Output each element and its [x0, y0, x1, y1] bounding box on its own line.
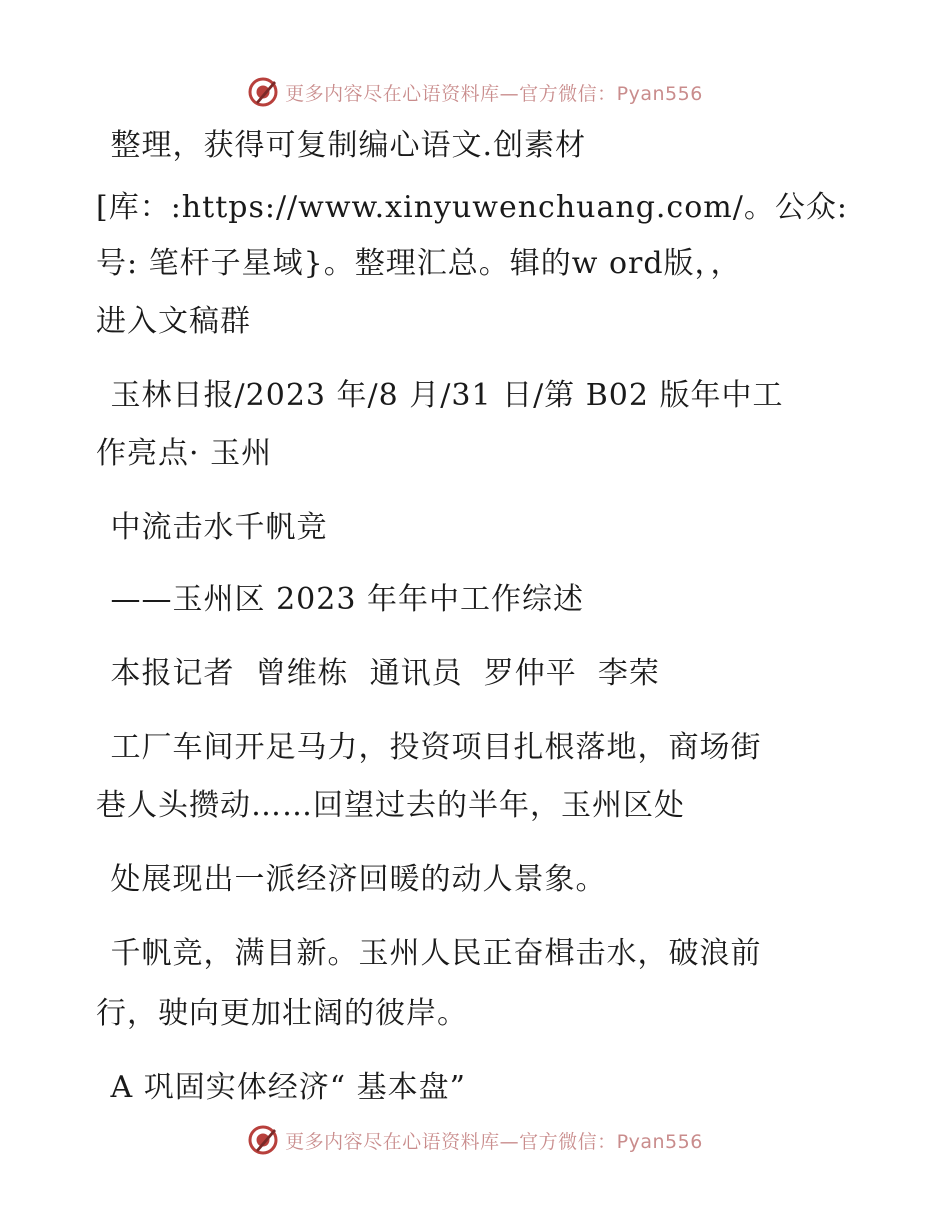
text-line: 进入文稿群 — [96, 304, 251, 339]
text-line: 处展现出一派经济回暖的动人景象。 — [100, 862, 607, 897]
text-line: 巷人头攒动……回望过去的半年，玉州区处 — [96, 788, 685, 823]
article-headline: 中流击水千帆竞 — [100, 510, 328, 545]
text-line: 整理，获得可复制编心语文.创素材 — [100, 128, 587, 163]
footer-banner — [0, 1120, 950, 1160]
banner-text: 更多内容尽在心语资料库—官方微信：Pyan556 — [285, 82, 703, 105]
text-line: 千帆竞，满目新。玉州人民正奋楫击水，破浪前 — [100, 936, 762, 971]
text-line: [库：:https://www.xinyuwenchuang.com/。公众: — [96, 190, 848, 225]
banner-text: 更多内容尽在心语资料库—官方微信：Pyan556 — [285, 1130, 703, 1153]
pen-logo-icon — [247, 1124, 279, 1156]
text-line: 玉林日报/2023 年/8 月/31 日/第 B02 版年中工 — [100, 378, 784, 413]
article-subheadline: ——玉州区 2023 年年中工作综述 — [100, 582, 584, 617]
text-line: 工厂车间开足马力，投资项目扎根落地，商场街 — [100, 730, 762, 765]
text-line: 作亮点· 玉州 — [96, 436, 273, 471]
text-line: 号: 笔杆子星域}。整理汇总。辑的w ord版，， — [96, 246, 742, 281]
byline: 本报记者 曾维栋 通讯员 罗仲平 李荣 — [100, 656, 660, 691]
text-line: 行，驶向更加壮阔的彼岸。 — [96, 996, 468, 1031]
section-heading: A 巩固实体经济“ 基本盘” — [100, 1070, 466, 1105]
